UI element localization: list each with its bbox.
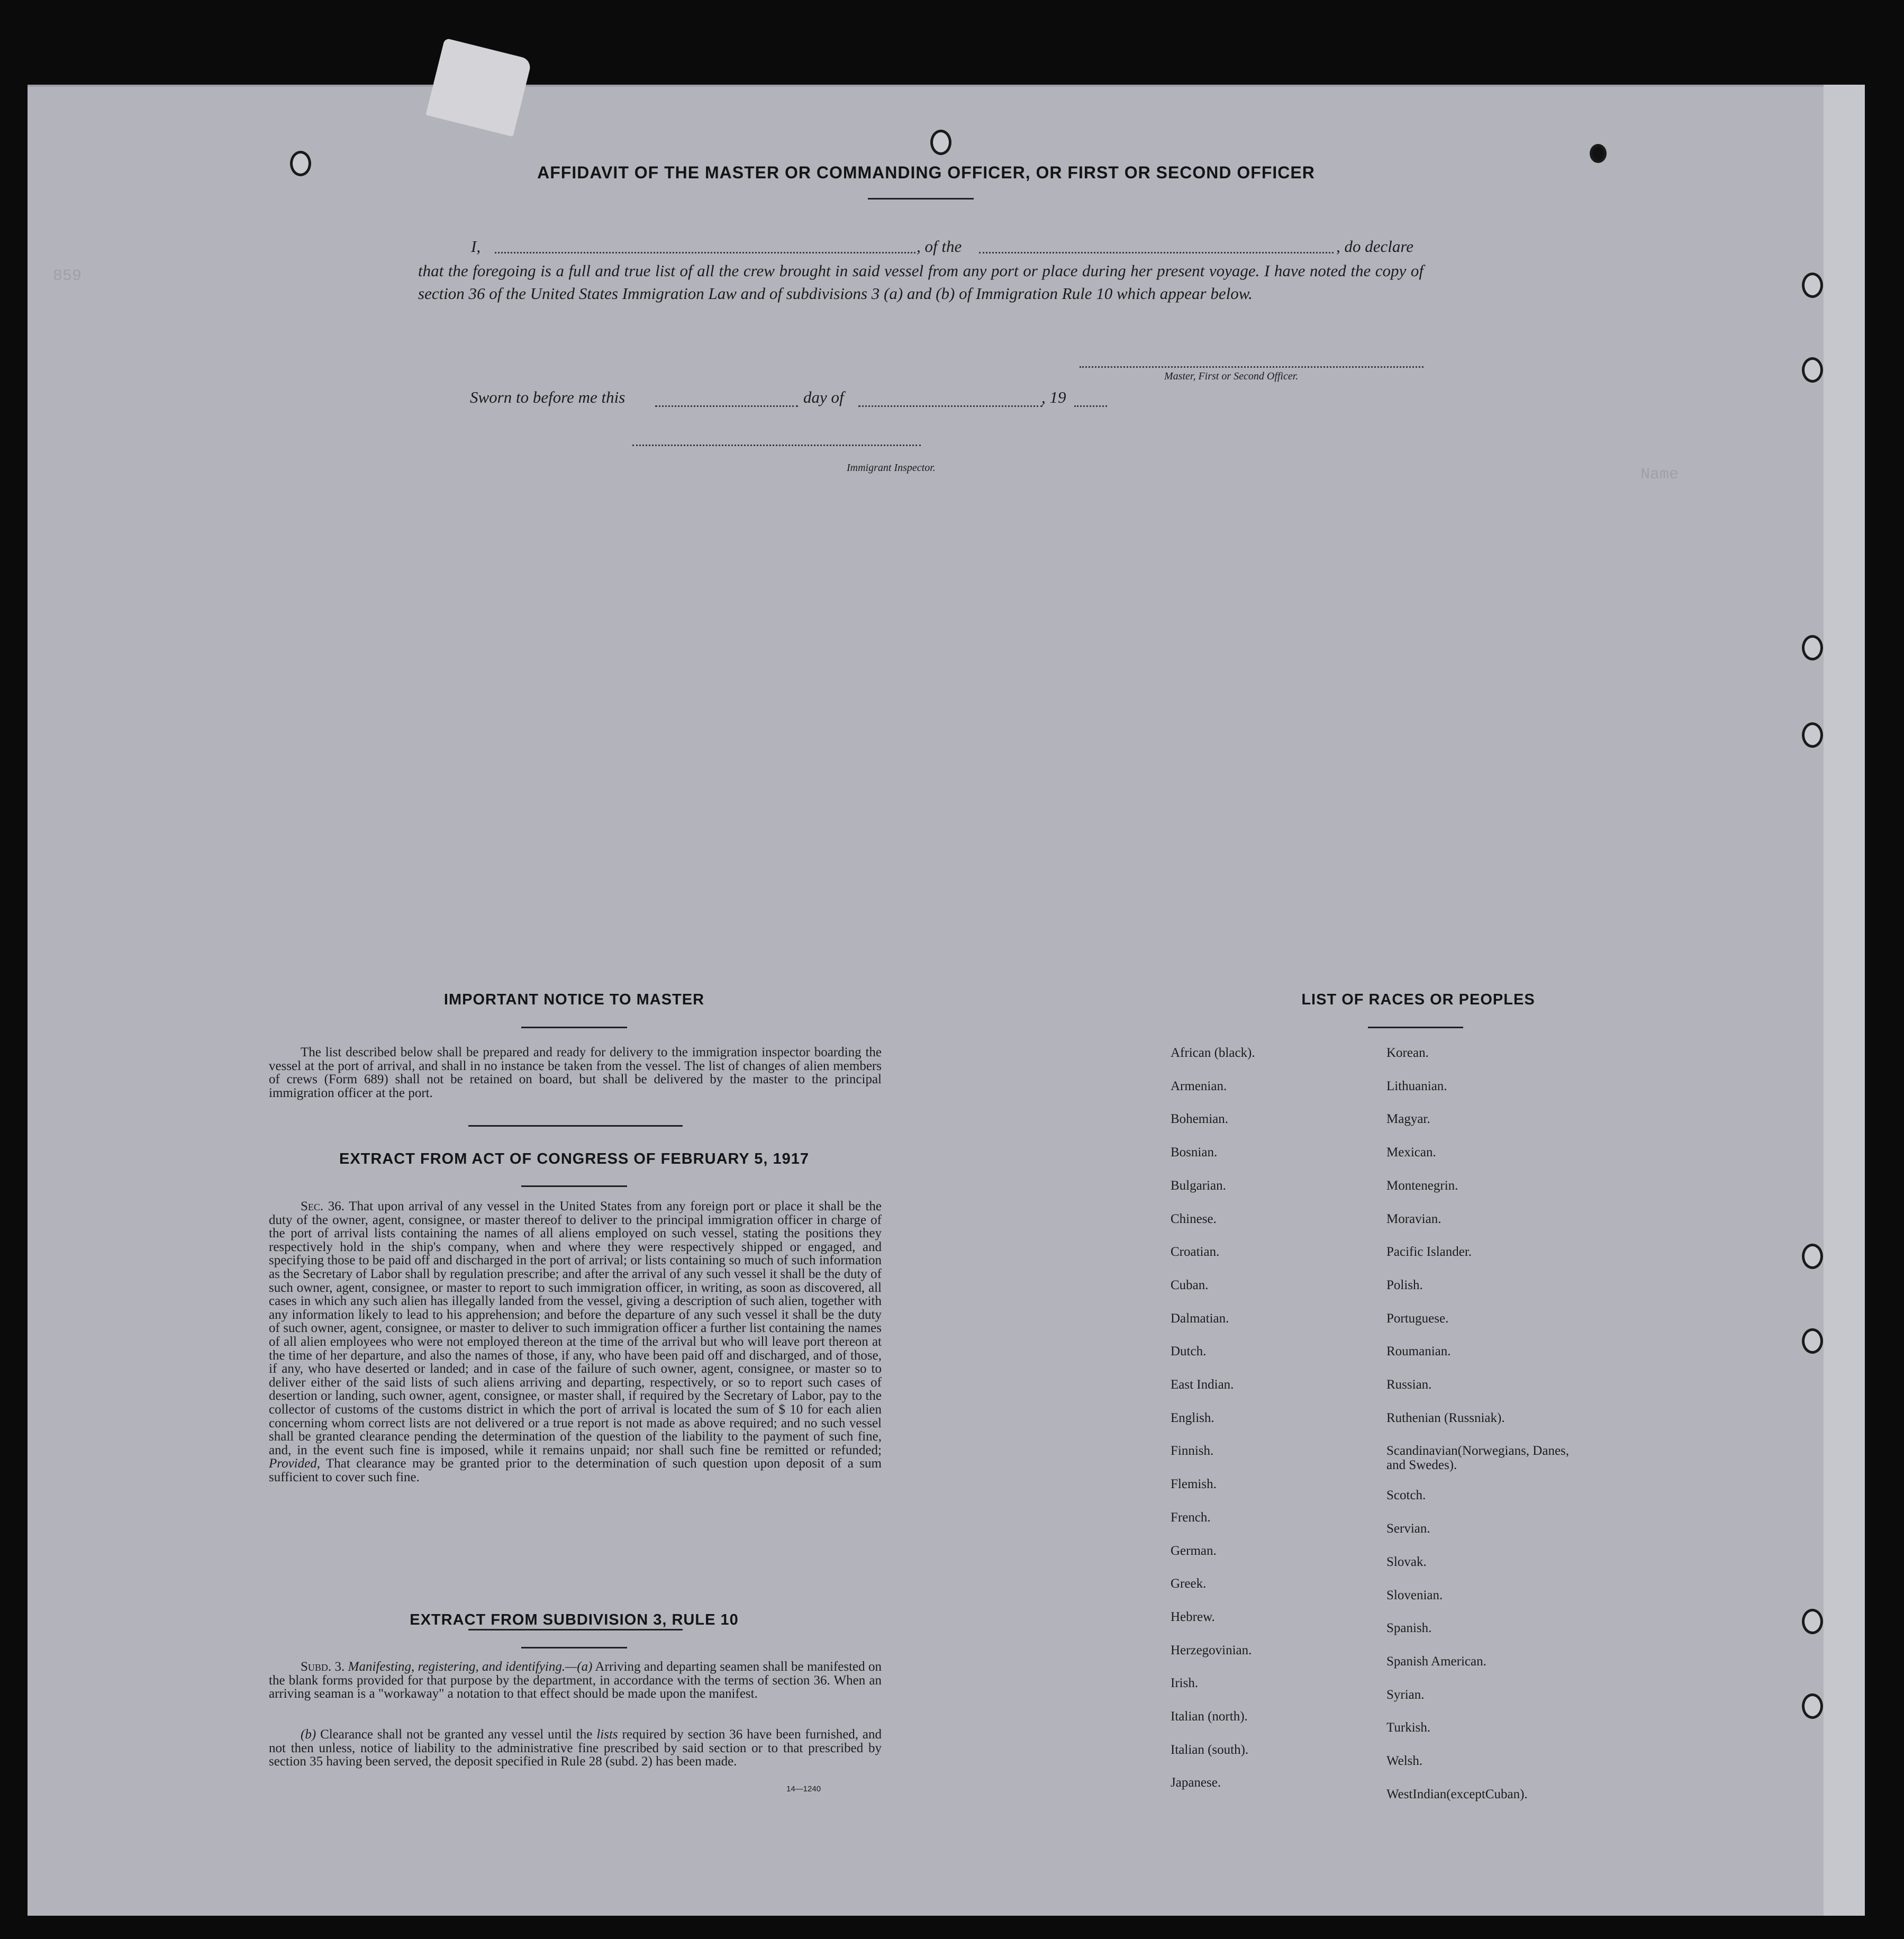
notice-text: The list described below shall be prepared and ready for delivery to the immigration inspector boarding the vessel at the port of arrival, and shall in no instance be taken from the vessel. The list of changes of alien members of crews (Form 689) shall not be retained on board, but shall be delivered by the master to the principal immigration officer at the port.: [269, 1045, 882, 1100]
act-title: EXTRACT FROM ACT OF CONGRESS OF FEBRUARY 5, 1917: [339, 1150, 810, 1167]
rule10-title: EXTRACT FROM SUBDIVISION 3, RULE 10: [410, 1611, 739, 1628]
race-item: Montenegrin.: [1386, 1178, 1458, 1193]
provided-word: Provided,: [269, 1456, 320, 1471]
subd-b-text-2: required by section 36 have been furnished, and not then unless, notice of liability to the administrative fine prescribed by said section or to that prescribed by section 35 having been served, the deposit specified in Rule 28 (subd. 2) has been made.: [269, 1727, 882, 1769]
race-item: Cuban.: [1171, 1277, 1209, 1292]
race-item: African (black).: [1171, 1046, 1255, 1060]
race-item: German.: [1171, 1543, 1217, 1558]
race-item: Syrian.: [1386, 1687, 1425, 1702]
vessel-blank[interactable]: [979, 252, 1334, 253]
form-code: 14—1240: [786, 1784, 821, 1793]
race-item: Spanish.: [1386, 1621, 1432, 1636]
title-rule: [868, 198, 974, 200]
race-item: Moravian.: [1386, 1211, 1441, 1226]
race-item: Greek.: [1171, 1576, 1207, 1591]
name-blank[interactable]: [495, 252, 915, 253]
next-sheet-edge: [1824, 85, 1865, 1916]
notice-rule: [521, 1027, 627, 1028]
rule10-subd-b: [269, 1728, 882, 1769]
subd-heading: Manifesting, registering, and identifying.—(a): [348, 1660, 593, 1674]
rule10-subd-a: [269, 1660, 882, 1701]
race-item: Scotch.: [1386, 1488, 1426, 1503]
race-item: Portuguese.: [1386, 1311, 1449, 1326]
race-item: Italian (south).: [1171, 1742, 1249, 1757]
binder-hole: [1802, 1693, 1823, 1719]
race-item: Italian (north).: [1171, 1709, 1248, 1724]
race-item: Finnish.: [1171, 1444, 1214, 1458]
race-item: Mexican.: [1386, 1145, 1436, 1160]
race-item: Pacific Islander.: [1386, 1245, 1472, 1260]
race-item: Armenian.: [1171, 1079, 1227, 1093]
do-declare-label: , do declare: [1336, 237, 1414, 256]
race-item: Croatian.: [1171, 1245, 1220, 1260]
day-of-label: day of: [803, 388, 844, 406]
rule10-rule: [521, 1647, 627, 1648]
binder-hole: [1802, 722, 1823, 748]
notice-divider: [468, 1125, 683, 1127]
race-item: Korean.: [1386, 1046, 1429, 1060]
inspector-signature-line[interactable]: [632, 445, 921, 446]
race-item: Bulgarian.: [1171, 1178, 1226, 1193]
sworn-label: Sworn to before me this: [470, 388, 625, 406]
race-item: Scandinavian(Norwegians, Danes, and Swedes).: [1386, 1444, 1570, 1473]
declaration-text: that the foregoing is a full and true list of all the crew brought in said vessel from any port or place during her present voyage. I have noted the copy of section 36 of the United States Immigration Law and of subdivisions 3 (a) and (b) of Immigration Rule 10 which appear below.: [418, 261, 1424, 303]
b-label: (b): [301, 1727, 316, 1742]
act-rule: [521, 1185, 627, 1187]
binder-hole: [1802, 1244, 1823, 1269]
binder-hole: [1802, 1328, 1823, 1354]
binder-hole: [1802, 635, 1823, 660]
binder-hole: [1802, 273, 1823, 298]
month-blank[interactable]: [858, 405, 1042, 407]
race-item: Polish.: [1386, 1277, 1423, 1292]
race-item: Bosnian.: [1171, 1145, 1218, 1160]
race-item: WestIndian(exceptCuban).: [1386, 1787, 1528, 1801]
race-item: Dalmatian.: [1171, 1311, 1229, 1326]
race-item: English.: [1171, 1410, 1214, 1425]
race-item: Welsh.: [1386, 1754, 1423, 1768]
binder-hole: [1590, 144, 1607, 163]
sec-label: Sec. 36.: [301, 1199, 345, 1213]
act-text-end: That clearance may be granted prior to the determination of such question upon deposit of a sum sufficient to cover such fine.: [269, 1456, 882, 1484]
year-blank[interactable]: [1074, 405, 1107, 407]
race-item: Irish.: [1171, 1676, 1199, 1691]
race-item: Herzegovinian.: [1171, 1643, 1252, 1657]
race-item: Ruthenian (Russniak).: [1386, 1410, 1505, 1425]
subd-label: Subd. 3.: [301, 1660, 345, 1674]
year-prefix: , 19: [1041, 388, 1066, 406]
i-label: I,: [471, 237, 481, 256]
subd-b-text-1: Clearance shall not be granted any vessel until the: [320, 1727, 593, 1742]
race-item: Roumanian.: [1386, 1344, 1451, 1359]
race-item: Magyar.: [1386, 1112, 1430, 1127]
race-item: Flemish.: [1171, 1477, 1217, 1492]
rule10-divider-top: [468, 1629, 683, 1630]
subd-a-text: Arriving and departing seamen shall be manifested on the blank forms provided for that purpose by the department, in accordance with the terms of section 36. When an arriving seaman is a "workaway" a notation to that effect should be made upon the manifest.: [269, 1660, 882, 1701]
race-item: Chinese.: [1171, 1211, 1217, 1226]
binder-hole: [290, 151, 311, 176]
race-item: Turkish.: [1386, 1720, 1431, 1735]
race-item: East Indian.: [1171, 1378, 1234, 1392]
lists-word: lists: [596, 1727, 618, 1742]
race-item: Japanese.: [1171, 1775, 1221, 1790]
bleed-through-text: Name: [1640, 466, 1679, 484]
race-item: French.: [1171, 1510, 1211, 1525]
binder-hole: [1802, 1609, 1823, 1634]
day-blank[interactable]: [655, 405, 798, 407]
race-item: Spanish American.: [1386, 1654, 1486, 1669]
race-item: Russian.: [1386, 1378, 1432, 1392]
race-item: Dutch.: [1171, 1344, 1207, 1359]
binder-hole: [1802, 357, 1823, 383]
master-label: Master, First or Second Officer.: [1164, 370, 1299, 382]
act-section-36: [269, 1200, 882, 1484]
affidavit-title: AFFIDAVIT OF THE MASTER OR COMMANDING OFFICER, OR FIRST OR SECOND OFFICER: [537, 163, 1315, 182]
master-signature-line[interactable]: [1080, 366, 1424, 368]
race-item: Hebrew.: [1171, 1609, 1215, 1624]
inspector-label: Immigrant Inspector.: [847, 462, 936, 474]
race-item: Slovenian.: [1386, 1588, 1443, 1602]
bleed-through-text: 859: [53, 267, 82, 285]
act-text: That upon arrival of any vessel in the United States from any foreign port or place it shall be the duty of the owner, agent, consignee, or master thereof to deliver to the principal immigration officer in charge of the port of arrival lists containing the names of all aliens employed on such vessel, stating the positions they respectively hold in the ship's company, when and where they were respectively shipped or engaged, and specifying those to be paid off and discharged in the port of arrival; or lists containing so much of such information as the Secretary of Labor shall by regulation prescribe; and after the arrival of any such vessel it shall be the duty of such owner, agent, consignee, or master to report to such immigration officer, in writing, as soon as discovered, all cases in which any such alien has illegally landed from the vessel, giving a description of such alien, together with any information likely to lead to his apprehension; and before the departure of any such vessel it shall be the duty of such owner, agent, consignee, or master to deliver to such immigration officer a further list containing the names of all alien employees who were not employed thereon at the time of the arrival but who will leave port thereon at the time of her departure, and also the names of those, if any, who have been paid off and discharged, and of those, if any, who have deserted or landed; and in case of the failure of such owner, agent, consignee, or master so to deliver either of the said lists of such aliens arriving and departing, respectively, or so to report such cases of desertion or landing, such owner, agent, consignee, or master shall, if required by the Secretary of Labor, pay to the collector of customs of the customs district in which the port of arrival is located the sum of $ 10 for each alien concerning whom correct lists are not delivered or a true report is not made as above required; and no such vessel shall be granted clearance pending the determination of the question of the liability to the payment of such fine, and, in the event such fine is imposed, while it remains unpaid; nor shall such fine be remitted or refunded;: [269, 1199, 882, 1457]
binder-hole: [930, 130, 951, 155]
races-rule: [1368, 1027, 1463, 1028]
race-item: Servian.: [1386, 1521, 1430, 1536]
races-title: LIST OF RACES OR PEOPLES: [1301, 991, 1535, 1008]
race-item: Lithuanian.: [1386, 1079, 1447, 1093]
notice-title: IMPORTANT NOTICE TO MASTER: [443, 991, 705, 1008]
of-the-label: , of the: [917, 237, 962, 256]
race-item: Slovak.: [1386, 1554, 1427, 1569]
race-item: Bohemian.: [1171, 1112, 1229, 1127]
